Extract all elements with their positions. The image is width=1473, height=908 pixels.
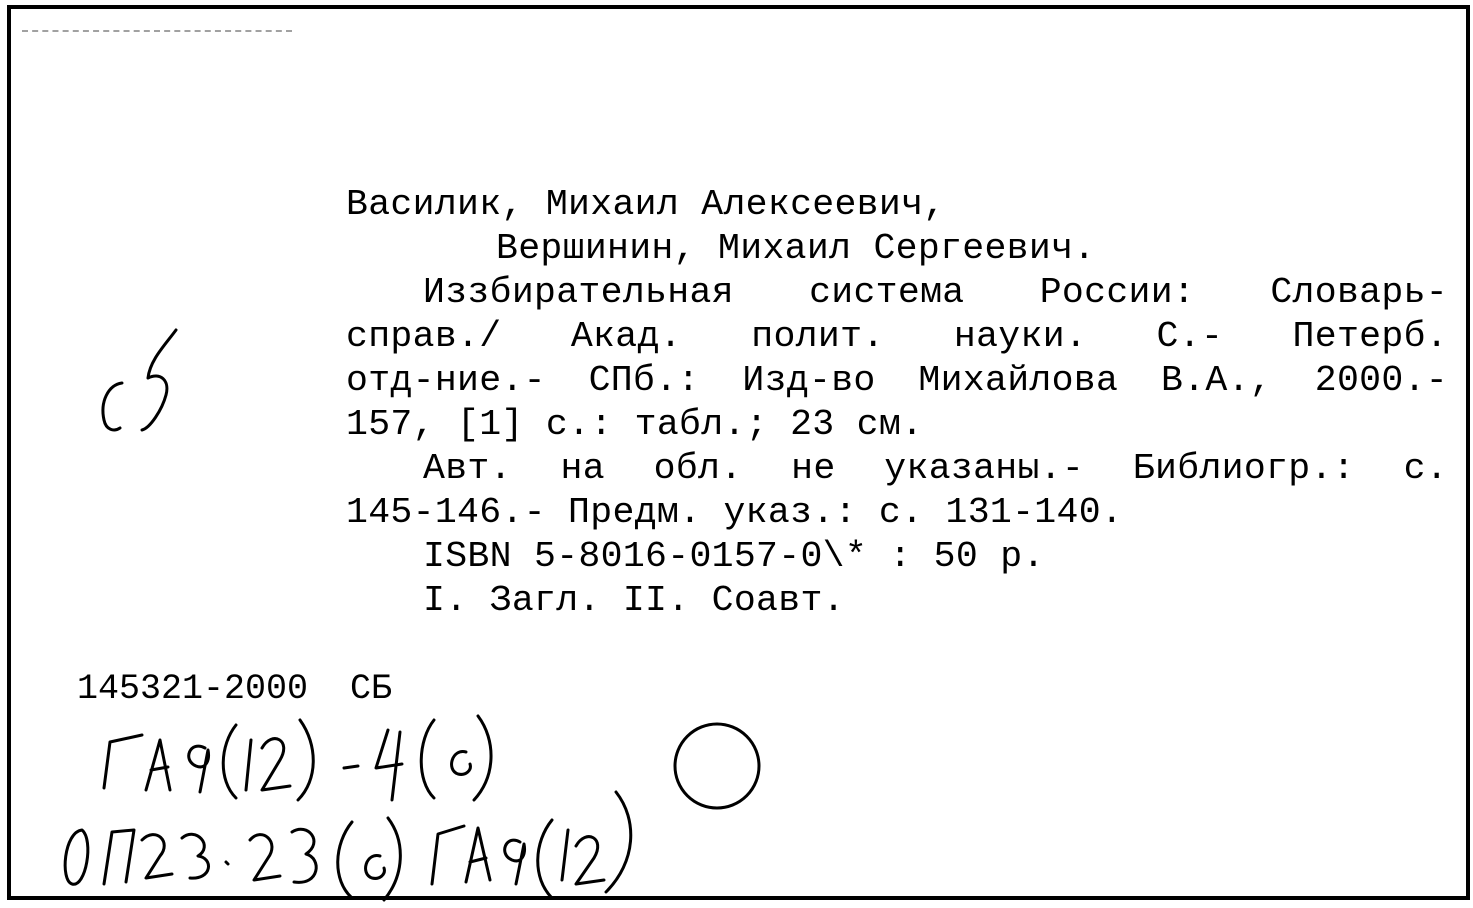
handwritten-shelf-line-2: [65, 792, 631, 900]
handwritten-circle: [675, 724, 759, 808]
entry-line-publication: отд-ние.- СПб.: Изд-во Михайлова В.А., 2000.-: [346, 360, 1448, 401]
entry-line-tracings: I. Загл. II. Соавт.: [423, 580, 845, 621]
accession-number: 145321-2000 СБ: [77, 669, 393, 709]
entry-line-author: Василик, Михаил Алексеевич,: [346, 184, 946, 225]
entry-line-notes: Авт. на обл. не указаны.- Библиогр.: с.: [423, 448, 1448, 489]
entry-line-title: Иззбирательная система России: Словарь-: [423, 272, 1448, 313]
entry-line-coauthor: Вершинин, Михаил Сергеевич.: [496, 228, 1096, 269]
entry-line-isbn: ISBN 5-8016-0157-0\* : 50 р.: [423, 536, 1045, 577]
entry-line-notes-cont: 145-146.- Предм. указ.: с. 131-140.: [346, 492, 1124, 533]
entry-line-physical: 157, [1] с.: табл.; 23 см.: [346, 404, 924, 445]
handwritten-margin-mark: [103, 330, 176, 430]
handwritten-shelf-line-1: [104, 716, 491, 800]
entry-line-responsibility: справ./ Акад. полит. науки. С.- Петерб.: [346, 316, 1448, 357]
